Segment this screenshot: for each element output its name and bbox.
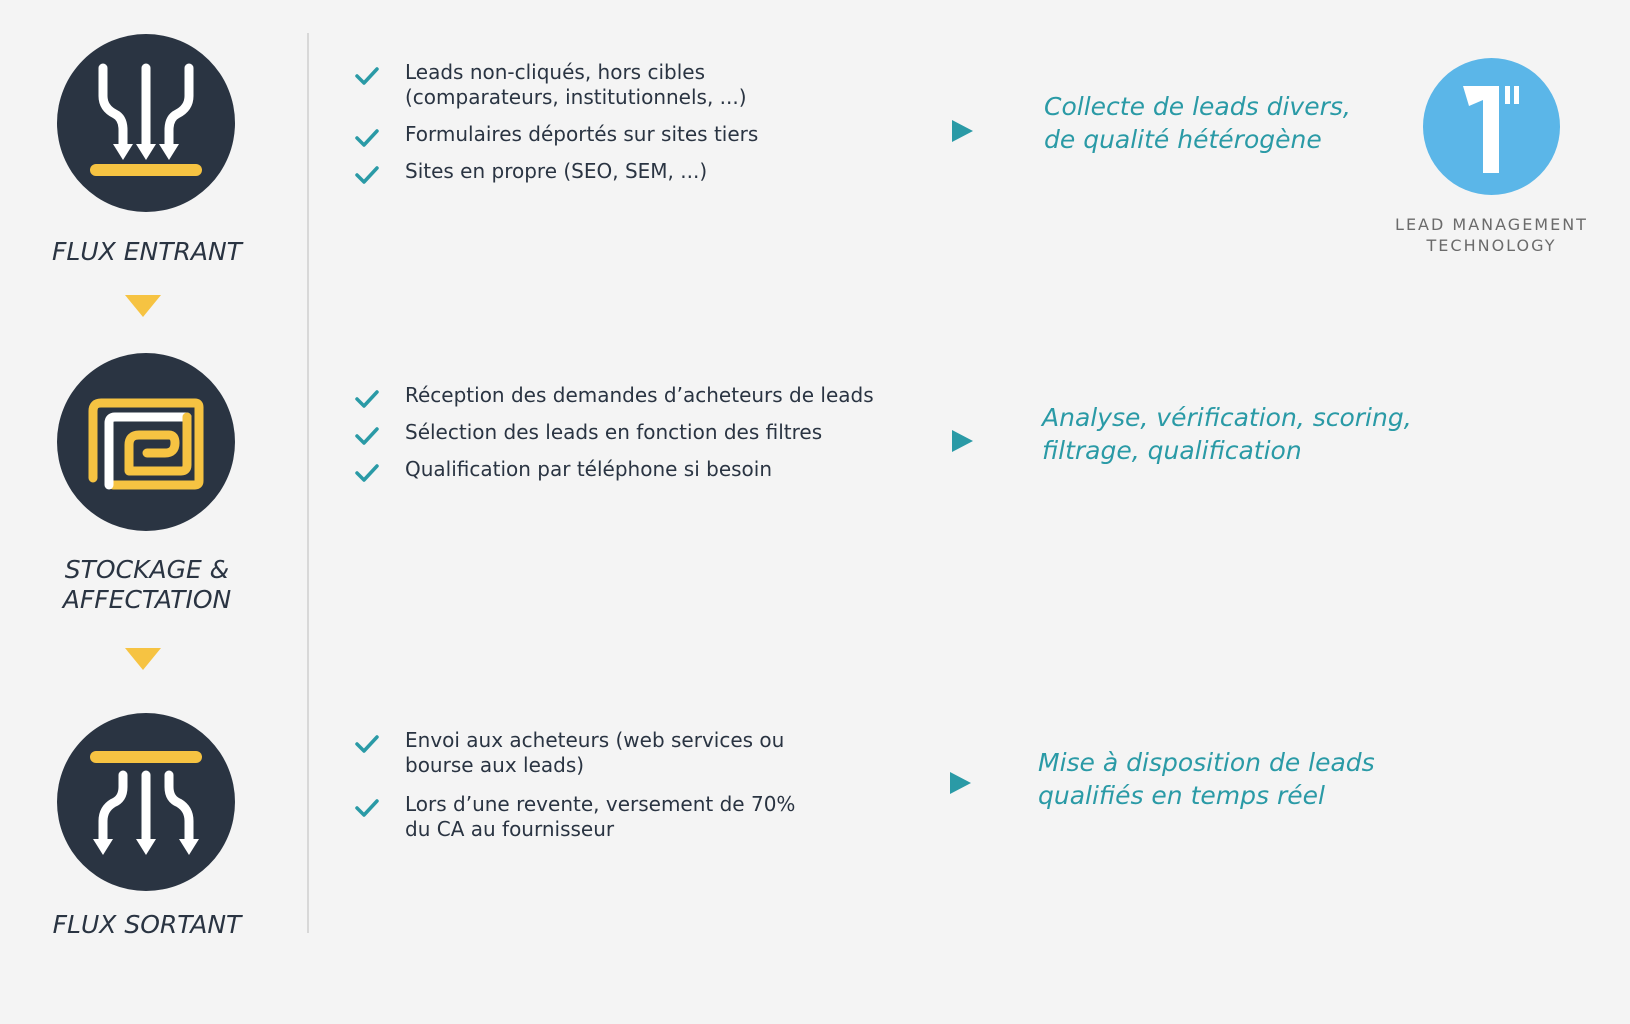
right-arrow-icon (950, 772, 971, 794)
bullet-text: bourse aux leads) (405, 753, 585, 777)
logo-caption (1380, 214, 1603, 256)
result-analyse (1042, 401, 1412, 467)
bullet-text: Sites en propre (SEO, SEM, ...) (405, 159, 708, 183)
check-icon (355, 798, 379, 818)
stage-label-flux-entrant (30, 237, 264, 267)
bullet-list-stockage (355, 383, 874, 494)
result-collecte (1044, 90, 1351, 156)
check-icon (355, 128, 379, 148)
result-line: Collecte de leads divers, (1044, 92, 1351, 121)
result-mise-a-disposition (1038, 746, 1375, 812)
inflow-arrows-icon (57, 34, 235, 212)
check-icon (355, 66, 379, 86)
vertical-divider (307, 33, 309, 933)
stage-label-stockage (30, 555, 264, 615)
down-arrow-icon (125, 295, 161, 317)
bullet-list-flux-entrant (355, 60, 758, 196)
check-icon (355, 426, 379, 446)
stage-label-flux-sortant (30, 910, 264, 940)
result-line: qualifiés en temps réel (1038, 781, 1325, 810)
bullet-text: Qualification par téléphone si besoin (405, 457, 773, 481)
logo-caption-line: LEAD MANAGEMENT (1395, 215, 1588, 234)
result-line: Analyse, vérification, scoring, (1042, 403, 1412, 432)
right-arrow-icon (952, 430, 973, 452)
list-item (355, 792, 795, 842)
stage-label-line: FLUX SORTANT (52, 910, 242, 939)
list-item (355, 60, 758, 110)
down-arrow-icon (125, 648, 161, 670)
bullet-text: Envoi aux acheteurs (web services ou (405, 728, 785, 752)
bullet-text: Leads non-cliqués, hors cibles (405, 60, 705, 84)
result-line: filtrage, qualification (1042, 436, 1302, 465)
bullet-text: du CA au fournisseur (405, 817, 615, 841)
list-item (355, 457, 874, 482)
bullet-text: (comparateurs, institutionnels, ...) (405, 85, 747, 109)
right-arrow-icon (952, 120, 973, 142)
list-item (355, 383, 874, 408)
bullet-list-flux-sortant (355, 728, 795, 854)
result-line: Mise à disposition de leads (1038, 748, 1375, 777)
check-icon (355, 734, 379, 754)
outflow-arrows-icon (57, 713, 235, 891)
result-line: de qualité hétérogène (1044, 125, 1322, 154)
list-item (355, 728, 795, 778)
logo-caption-line: TECHNOLOGY (1426, 236, 1557, 255)
list-item (355, 420, 874, 445)
check-icon (355, 165, 379, 185)
list-item (355, 159, 758, 184)
check-icon (355, 389, 379, 409)
bullet-text: Sélection des leads en fonction des filtres (405, 420, 823, 444)
stage-label-line: AFFECTATION (62, 585, 232, 614)
bullet-text: Réception des demandes d’acheteurs de leads (405, 383, 874, 407)
list-item (355, 122, 758, 147)
maze-storage-icon (57, 353, 235, 531)
stage-label-line: FLUX ENTRANT (52, 237, 242, 266)
bullet-text: Lors d’une revente, versement de 70% (405, 792, 796, 816)
bullet-text: Formulaires déportés sur sites tiers (405, 122, 759, 146)
logo-1-icon (1423, 58, 1560, 195)
check-icon (355, 463, 379, 483)
stage-label-line: STOCKAGE & (64, 555, 230, 584)
